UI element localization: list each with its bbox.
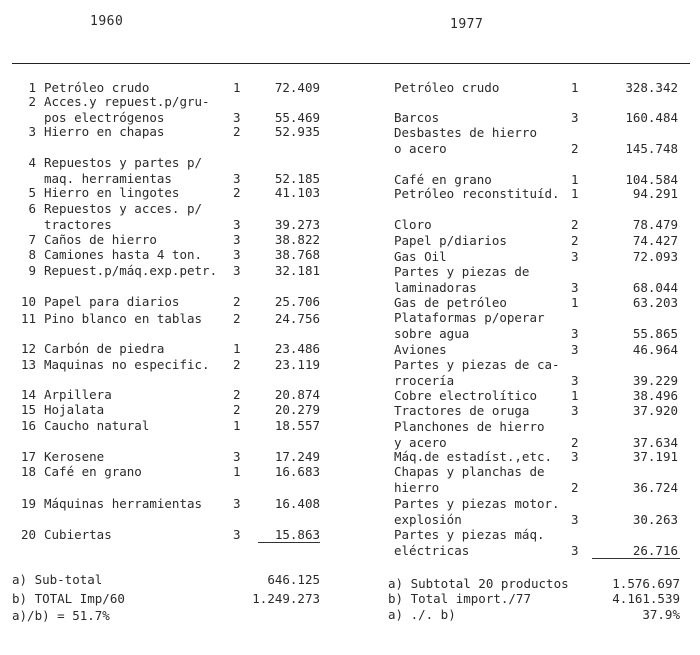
left-subtotal-rule (258, 542, 320, 543)
left-row-category: 3 (233, 217, 241, 232)
left-row-label: Papel para diarios (44, 294, 180, 309)
left-row-value: 25.706 (274, 294, 320, 309)
right-row-value: 94.291 (632, 186, 678, 201)
left-total-label: a)/b) = 51.7% (12, 608, 110, 623)
right-row-category: 3 (571, 280, 579, 295)
right-row-value: 36.724 (632, 480, 678, 495)
left-row-category: 1 (233, 80, 241, 95)
left-row-category: 3 (233, 263, 241, 278)
right-row-value: 328.342 (625, 80, 678, 95)
left-row-label: maq. herramientas (44, 171, 172, 186)
right-row-label: Aviones (394, 342, 447, 357)
left-row-number: 3 (28, 124, 36, 139)
left-row-label: pos electrógenos (44, 110, 165, 125)
right-row-category: 3 (571, 110, 579, 125)
right-row-category: 3 (571, 326, 579, 341)
left-row-category: 2 (233, 402, 241, 417)
left-row-label: Máquinas herramientas (44, 496, 203, 511)
left-row-category: 3 (233, 110, 241, 125)
right-row-label: hierro (394, 480, 440, 495)
right-total-label: a) ./. b) (388, 607, 456, 622)
left-row-value: 17.249 (274, 449, 320, 464)
left-row-number: 1 (28, 80, 36, 95)
left-row-number: 5 (28, 185, 36, 200)
left-row-label: Kerosene (44, 449, 105, 464)
left-row-value: 18.557 (274, 418, 320, 433)
left-row-value: 16.408 (274, 496, 320, 511)
right-total-label: b) Total import./77 (388, 591, 531, 606)
right-row-category: 1 (571, 186, 579, 201)
right-row-category: 3 (571, 342, 579, 357)
left-row-label: Café en grano (44, 464, 142, 479)
left-row-label: Repuest.p/máq.exp.petr. (44, 263, 218, 278)
right-row-label: Tractores de oruga (394, 403, 530, 418)
left-row-number: 11 (20, 311, 36, 326)
left-row-label: Hierro en chapas (44, 124, 165, 139)
right-row-label: Petróleo reconstituíd. (394, 186, 560, 201)
left-row-value: 55.469 (274, 110, 320, 125)
left-row-value: 24.756 (274, 311, 320, 326)
right-row-label: rrocería (394, 373, 455, 388)
left-row-number: 14 (20, 387, 36, 402)
right-row-value: 37.191 (632, 449, 678, 464)
left-row-category: 3 (233, 232, 241, 247)
right-row-value: 46.964 (632, 342, 678, 357)
left-row-label: Hierro en lingotes (44, 185, 180, 200)
left-row-category: 2 (233, 357, 241, 372)
left-row-value: 20.874 (274, 387, 320, 402)
right-row-category: 1 (571, 388, 579, 403)
left-row-value: 20.279 (274, 402, 320, 417)
left-row-label: Maquinas no especific. (44, 357, 210, 372)
right-total-value: 4.161.539 (612, 591, 680, 606)
right-row-label: Partes y piezas de ca- (394, 357, 560, 372)
left-row-label: Carbón de piedra (44, 341, 165, 356)
left-row-number: 10 (20, 294, 36, 309)
right-row-category: 3 (571, 512, 579, 527)
left-row-category: 2 (233, 387, 241, 402)
left-row-category: 2 (233, 311, 241, 326)
right-row-label: sobre agua (394, 326, 470, 341)
right-row-category: 2 (571, 480, 579, 495)
right-row-value: 55.865 (632, 326, 678, 341)
left-row-number: 4 (28, 155, 36, 170)
left-total-label: b) TOTAL Imp/60 (12, 591, 125, 606)
right-row-label: Partes y piezas motor. (394, 496, 560, 511)
right-total-label: a) Subtotal 20 productos (388, 576, 569, 591)
right-row-label: Desbastes de hierro (394, 125, 537, 140)
right-row-label: Café en grano (394, 172, 492, 187)
right-row-label: Papel p/diarios (394, 233, 507, 248)
left-row-number: 16 (20, 418, 36, 433)
left-row-label: Caucho natural (44, 418, 150, 433)
right-row-category: 3 (571, 373, 579, 388)
left-row-label: Arpillera (44, 387, 112, 402)
left-row-value: 52.185 (274, 171, 320, 186)
left-row-number: 19 (20, 496, 36, 511)
left-row-number: 15 (20, 402, 36, 417)
left-row-number: 20 (20, 527, 36, 542)
right-row-label: y acero (394, 435, 447, 450)
right-row-category: 3 (571, 403, 579, 418)
right-row-value: 74.427 (632, 233, 678, 248)
left-row-label: Petróleo crudo (44, 80, 150, 95)
right-row-category: 2 (571, 233, 579, 248)
left-row-value: 15.863 (274, 527, 320, 542)
left-row-value: 41.103 (274, 185, 320, 200)
left-row-category: 3 (233, 247, 241, 262)
right-total-value: 37.9% (642, 607, 680, 622)
right-row-label: eléctricas (394, 543, 470, 558)
left-row-value: 23.486 (274, 341, 320, 356)
left-row-value: 16.683 (274, 464, 320, 479)
right-row-label: Chapas y planchas de (394, 464, 545, 479)
right-row-category: 2 (571, 141, 579, 156)
left-total-value: 1.249.273 (252, 591, 320, 606)
right-row-category: 1 (571, 295, 579, 310)
right-row-category: 2 (571, 435, 579, 450)
right-subtotal-rule (592, 558, 680, 559)
right-row-label: Cobre electrolítico (394, 388, 537, 403)
year-header-left: 1960 (90, 14, 124, 29)
right-row-value: 39.229 (632, 373, 678, 388)
right-row-category: 3 (571, 249, 579, 264)
right-row-label: Partes y piezas de (394, 264, 530, 279)
left-row-value: 38.768 (274, 247, 320, 262)
right-row-label: o acero (394, 141, 447, 156)
right-row-value: 38.496 (632, 388, 678, 403)
right-row-label: Gas de petróleo (394, 295, 507, 310)
year-header-right: 1977 (450, 17, 484, 32)
left-row-number: 13 (20, 357, 36, 372)
right-row-label: Planchones de hierro (394, 419, 545, 434)
left-row-number: 6 (28, 201, 36, 216)
right-row-value: 37.920 (632, 403, 678, 418)
left-row-value: 38.822 (274, 232, 320, 247)
left-total-label: a) Sub-total (12, 572, 103, 587)
right-row-value: 30.263 (632, 512, 678, 527)
right-total-value: 1.576.697 (612, 576, 680, 591)
left-row-number: 9 (28, 263, 36, 278)
right-row-label: Petróleo crudo (394, 80, 500, 95)
left-total-value: 646.125 (267, 572, 320, 587)
left-row-category: 1 (233, 418, 241, 433)
left-row-number: 17 (20, 449, 36, 464)
left-row-category: 2 (233, 294, 241, 309)
left-row-category: 2 (233, 124, 241, 139)
left-row-label: tractores (44, 217, 112, 232)
right-row-category: 1 (571, 80, 579, 95)
right-row-value: 68.044 (632, 280, 678, 295)
right-row-value: 145.748 (625, 141, 678, 156)
left-row-category: 3 (233, 171, 241, 186)
right-row-label: laminadoras (394, 280, 477, 295)
left-row-value: 39.273 (274, 217, 320, 232)
right-row-label: Máq.de estadíst.,etc. (394, 449, 553, 464)
left-row-number: 8 (28, 247, 36, 262)
right-row-label: Cloro (394, 217, 432, 232)
right-row-value: 63.203 (632, 295, 678, 310)
right-row-category: 3 (571, 449, 579, 464)
right-row-value: 37.634 (632, 435, 678, 450)
left-row-number: 2 (28, 94, 36, 109)
left-row-label: Acces.y repuest.p/gru- (44, 94, 210, 109)
left-row-label: Pino blanco en tablas (44, 311, 203, 326)
left-row-label: Caños de hierro (44, 232, 157, 247)
left-row-label: Hojalata (44, 402, 105, 417)
left-row-category: 1 (233, 341, 241, 356)
right-row-label: Gas Oil (394, 249, 447, 264)
right-row-category: 1 (571, 172, 579, 187)
left-row-label: Camiones hasta 4 ton. (44, 247, 203, 262)
right-row-value: 78.479 (632, 217, 678, 232)
right-row-value: 160.484 (625, 110, 678, 125)
left-row-number: 18 (20, 464, 36, 479)
right-row-label: Plataformas p/operar (394, 310, 545, 325)
left-row-category: 3 (233, 449, 241, 464)
right-row-category: 2 (571, 217, 579, 232)
right-row-value: 26.716 (632, 543, 678, 558)
header-rule (12, 63, 690, 64)
right-row-value: 72.093 (632, 249, 678, 264)
left-row-label: Repuestos y partes p/ (44, 155, 203, 170)
right-row-label: Barcos (394, 110, 440, 125)
left-row-value: 23.119 (274, 357, 320, 372)
left-row-number: 7 (28, 232, 36, 247)
left-row-value: 72.409 (274, 80, 320, 95)
left-row-category: 1 (233, 464, 241, 479)
right-row-label: explosión (394, 512, 462, 527)
left-row-label: Cubiertas (44, 527, 112, 542)
left-row-value: 52.935 (274, 124, 320, 139)
right-row-value: 104.584 (625, 172, 678, 187)
left-row-value: 32.181 (274, 263, 320, 278)
right-row-category: 3 (571, 543, 579, 558)
left-row-label: Repuestos y acces. p/ (44, 201, 203, 216)
left-row-category: 3 (233, 527, 241, 542)
left-row-category: 3 (233, 496, 241, 511)
right-row-label: Partes y piezas máq. (394, 527, 545, 542)
left-row-category: 2 (233, 185, 241, 200)
left-row-number: 12 (20, 341, 36, 356)
